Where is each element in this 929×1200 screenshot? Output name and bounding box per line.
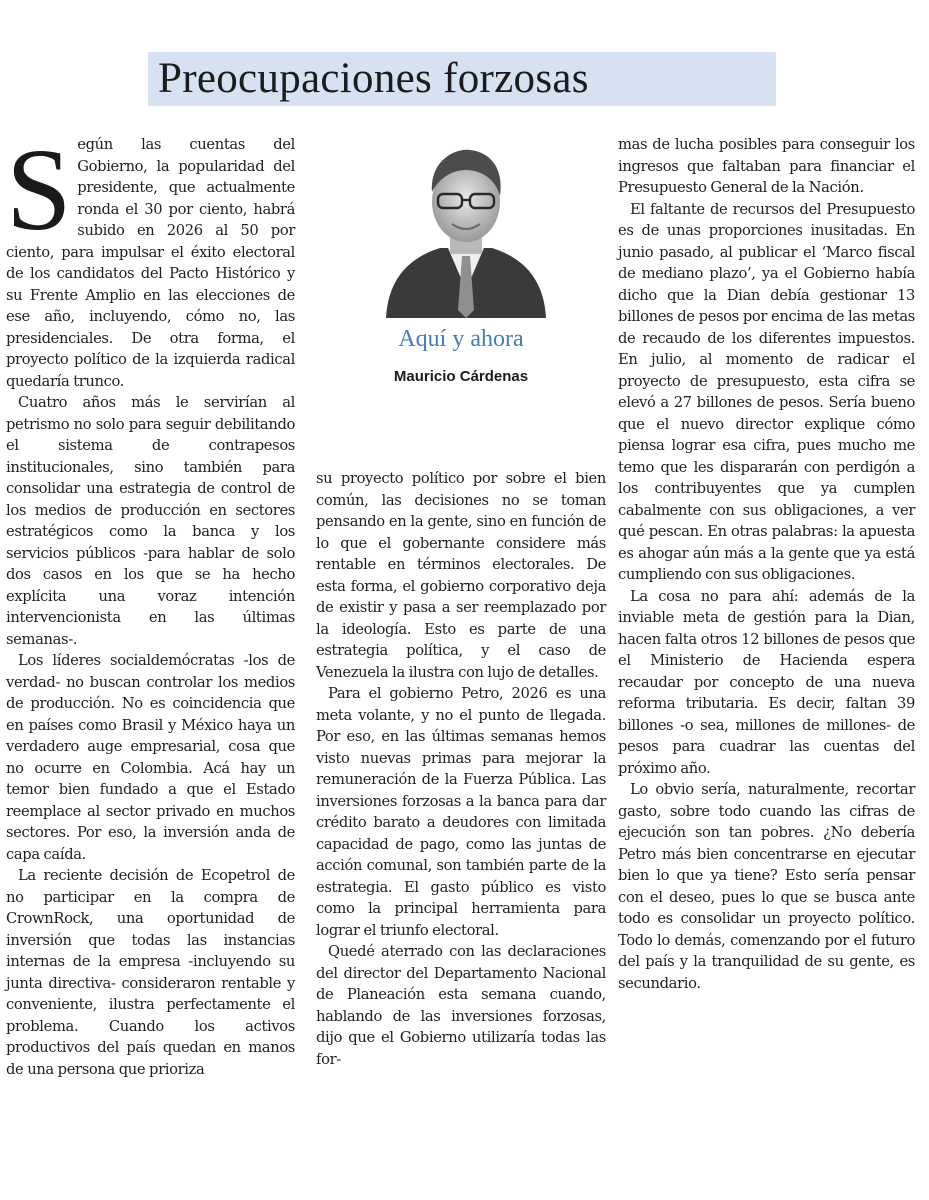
paragraph: Para el gobierno Petro, 2026 es una meta volante, y no el punto de llegada. Por eso, en las últimas semanas hemos visto nuevas primas para mejorar la remuneración de la Fuerza Pública. Las inversiones forzosas a la banca para dar crédito barato a deudores con limitada capacidad de pago, como las juntas de acción comunal, son también parte de la estrategia. El gasto público es visto como la principal herramienta para lograr el triunfo electoral. bbox=[316, 685, 606, 939]
article-column-3 bbox=[618, 134, 915, 994]
paragraph: El faltante de recursos del Presupuesto es de unas proporciones inusitadas. En junio pasado, al publicar el ‘Marco fiscal de mediano plazo’, ya el Gobierno había dicho que la Dian debía gestionar 13 billones de pesos por encima de las metas de recaudo de los diferentes impuestos. En julio, al momento de radicar el proyecto de presupuesto, esta cifra se elevó a 27 billones de pesos. Sería bueno que el nuevo director explique cómo piensa lograr esa cifra, pues mucho me temo que les dispararán con perdigón a los contribuyentes que ya cumplen cabalmente con sus obligaciones, a ver qué pescan. En otras palabras: la apuesta es ahogar aún más a la gente que ya está cumpliendo con sus obligaciones. bbox=[618, 200, 915, 583]
paragraph: mas de lucha posibles para conseguir los ingresos que faltaban para financiar el Presupuesto General de la Nación. bbox=[618, 136, 915, 196]
article-title: Preocupaciones forzosas bbox=[158, 55, 589, 102]
author-byline: Mauricio Cárdenas bbox=[393, 368, 529, 385]
article-column-2 bbox=[316, 468, 606, 1070]
drop-cap: S bbox=[6, 124, 72, 255]
section-label: Aquí y ahora bbox=[398, 326, 524, 352]
author-portrait bbox=[378, 140, 554, 318]
article-column-1 bbox=[6, 124, 295, 1080]
paragraph: Quedé aterrado con las declaraciones del director del Departamento Nacional de Planeación esta semana cuando, hablando de las inversiones forzosas, dijo que el Gobierno utilizaría todas las for- bbox=[316, 943, 606, 1068]
paragraph: Los líderes socialdemócratas -los de verdad- no buscan controlar los medios de producción. No es coincidencia que en países como Brasil y México haya un verdadero auge empresarial, cosa que no ocurre en Colombia. Acá hay un temor bien fundado a que el Estado reemplace al sector privado en muchos sectores. Por eso, la inversión anda de capa caída. bbox=[6, 652, 295, 863]
paragraph: su proyecto político por sobre el bien común, las decisiones no se toman pensando en la gente, sino en función de lo que el gobernante considere más rentable en términos electorales. De esta forma, el gobierno corporativo deja de existir y pasa a ser reemplazado por la ideología. Esto es parte de una estrategia política, y el caso de Venezuela la ilustra con lujo de detalles. bbox=[316, 470, 606, 681]
paragraph-text: egún las cuentas del Gobierno, la popularidad del presidente, que actualmente ronda el 30 por ciento, habrá subido en 2026 al 50 por ciento, para impulsar el éxito electoral de los candidatos del Pacto Histórico y su Frente Amplio en las elecciones de ese año, incluyendo, cómo no, las presidenciales. De otra forma, el proyecto político de la izquierda radical quedaría trunco. bbox=[6, 136, 295, 390]
paragraph bbox=[6, 124, 295, 392]
paragraph: La cosa no para ahí: además de la inviable meta de gestión para la Dian, hacen falta otros 12 billones de pesos que el Ministerio de Hacienda espera recaudar por concepto de una nueva reforma tributaria. Es decir, faltan 39 billones -o sea, millones de millones- de pesos para cuadrar las cuentas del próximo año. bbox=[618, 587, 915, 777]
paragraph: La reciente decisión de Ecopetrol de no participar en la compra de CrownRock, una oportunidad de inversión que todas las instancias internas de la empresa -incluyendo su junta directiva- consideraron rentable y conveniente, ilustra perfectamente el problema. Cuando los activos productivos del país quedan en manos de una persona que prioriza bbox=[6, 867, 295, 1078]
paragraph: Lo obvio sería, naturalmente, recortar gasto, sobre todo cuando las cifras de ejecución son tan pobres. ¿No debería Petro más bien concentrarse en ejecutar bien lo que ya tiene? Esto sería pensar con el deseo, pues lo que se busca ante todo es consolidar un proyecto político. Todo lo demás, comenzando por el futuro del país y la tranquilidad de su gente, es secundario. bbox=[618, 781, 915, 992]
paragraph: Cuatro años más le servirían al petrismo no solo para seguir debilitando el sistema de contrapesos institucionales, sino también para consolidar una estrategia de control de los medios de producción en sectores estratégicos como la banca y los servicios públicos -para hablar de solo dos casos en los que se ha hecho explícita una voraz intención intervencionista en las últimas semanas-. bbox=[6, 394, 295, 648]
